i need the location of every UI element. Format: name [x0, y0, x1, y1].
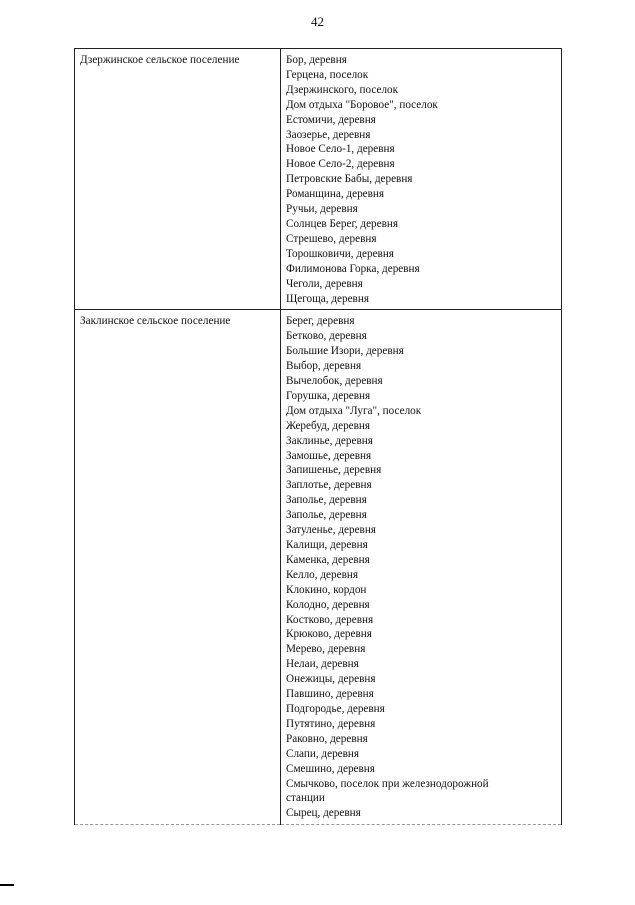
place-item: Путятино, деревня	[286, 717, 376, 730]
table-row	[75, 310, 562, 825]
place-item: Солнцев Берег, деревня	[286, 217, 399, 230]
settlement-name: Дзержинское сельское поселение	[80, 54, 240, 66]
place-item: Колодно, деревня	[286, 598, 370, 611]
place-item: Заклинье, деревня	[286, 434, 373, 447]
place-item: Дом отдыха "Луга", поселок	[286, 404, 422, 417]
place-item: Дом отдыха "Боровое", поселок	[286, 98, 438, 111]
place-item: Выбор, деревня	[286, 360, 362, 373]
place-item: Запишенье, деревня	[286, 464, 382, 477]
place-item: Берег, деревня	[286, 315, 355, 328]
place-item: Новое Село-1, деревня	[286, 143, 395, 156]
place-item: Замошье, деревня	[286, 449, 372, 462]
place-item: Каменка, деревня	[286, 553, 370, 566]
table-row	[75, 49, 562, 310]
place-item: Бор, деревня	[286, 54, 347, 66]
place-item: Дзержинского, поселок	[286, 83, 399, 96]
place-item: Заплотье, деревня	[286, 479, 372, 492]
place-item: Смешино, деревня	[286, 762, 375, 775]
place-item: Павшино, деревня	[286, 688, 374, 701]
place-item: Герцена, поселок	[286, 68, 369, 81]
place-item: Чеголи, деревня	[286, 277, 363, 290]
place-item: Жеребуд, деревня	[286, 419, 371, 432]
place-item: Бетково, деревня	[286, 330, 367, 343]
page-number: 42	[311, 14, 324, 29]
place-item: Сырец, деревня	[286, 807, 361, 820]
place-item: Крюково, деревня	[286, 628, 372, 641]
place-item: Подгородье, деревня	[286, 702, 385, 715]
settlements-table	[74, 48, 562, 825]
places-list-cell	[281, 49, 562, 310]
settlement-name-cell	[75, 49, 281, 310]
place-item: Большие Изори, деревня	[286, 345, 404, 358]
place-item: Вычелобок, деревня	[286, 375, 383, 388]
place-item: Заполье, деревня	[286, 494, 367, 507]
settlement-name: Заклинское сельское поселение	[80, 315, 231, 328]
place-item: Естомичи, деревня	[286, 113, 376, 126]
place-item: Смычково, поселок при железнодорожной	[286, 777, 489, 790]
place-item: Мерево, деревня	[286, 643, 366, 656]
place-item: Затуленье, деревня	[286, 524, 376, 537]
place-item: Онежицы, деревня	[286, 673, 376, 686]
place-item: Калищи, деревня	[286, 539, 368, 551]
place-item: Торошковичи, деревня	[286, 247, 394, 260]
place-item: Стрешево, деревня	[286, 232, 377, 245]
place-item: станции	[286, 792, 325, 805]
place-item: Новое Село-2, деревня	[286, 158, 395, 171]
place-item: Заозерье, деревня	[286, 128, 371, 141]
place-item: Горушка, деревня	[286, 389, 371, 402]
place-item: Романщина, деревня	[286, 188, 385, 201]
places-list-cell	[281, 310, 562, 825]
place-item: Келло, деревня	[286, 568, 358, 581]
place-item: Ручьи, деревня	[286, 203, 358, 216]
place-item: Костково, деревня	[286, 613, 374, 626]
scan-edge-mark	[0, 884, 14, 886]
place-item: Филимонова Горка, деревня	[286, 262, 420, 275]
settlement-name-cell	[75, 310, 281, 825]
place-item: Нелаи, деревня	[286, 658, 359, 671]
place-item: Заполье, деревня	[286, 509, 367, 522]
place-item: Клокино, кордон	[286, 583, 367, 596]
place-item: Слапи, деревня	[286, 747, 360, 760]
place-item: Щегоща, деревня	[286, 292, 369, 305]
place-item: Петровские Бабы, деревня	[286, 173, 413, 186]
place-item: Раковно, деревня	[286, 732, 368, 745]
